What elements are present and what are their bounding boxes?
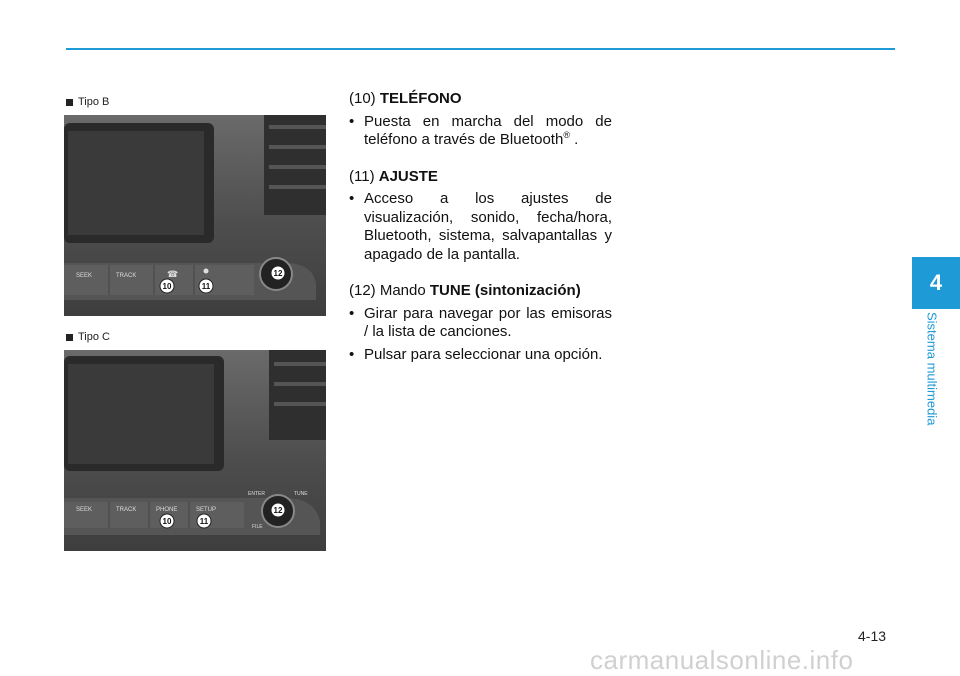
section-telefono [349,90,612,150]
section-ajuste [349,168,612,265]
chapter-title: Sistema multimedia [924,312,940,426]
figure-tipo-c-photo [64,350,326,551]
callout-11 [199,279,213,293]
bullet-item: • Pulsar para seleccionar una opción. [349,345,603,363]
callout-11 [197,514,211,528]
svg-text:11: 11 [199,517,209,526]
callout-12 [271,503,285,517]
enter-label: ENTER [248,491,265,497]
track-button-label: TRACK [116,507,137,513]
section-tune [349,282,612,364]
phone-icon: ☎ [167,269,179,279]
callout-10 [160,279,174,293]
bullet-item: • Puesta en marcha del modo de teléfono a través de Bluetooth® . [349,112,612,148]
figure-label-tipo-c: Tipo C [66,331,110,343]
callout-12 [271,266,285,280]
watermark: carmanualsonline.info [590,645,854,675]
figure-tipo-b-photo [64,115,326,316]
text-column [349,90,612,382]
bullet-item: • Acceso a los ajustes de visualización, sonido, fecha/hora, Bluetooth, sistema, salvapantallas y apagado de la pantalla. [349,190,612,263]
seek-button-label: SEEK [76,507,93,513]
figure-label-tipo-b: Tipo B [66,96,109,108]
svg-text:10: 10 [162,282,172,291]
file-label: FILE [252,524,263,530]
svg-text:10: 10 [162,517,172,526]
svg-text:12: 12 [273,506,283,515]
section-heading: (10) TELÉFONO [349,90,462,107]
header-rule [66,48,895,50]
svg-text:12: 12 [273,269,283,278]
section-heading: (12) Mando TUNE (sintonización) [349,282,581,299]
page-number: 4-13 [858,628,887,644]
section-heading: (11) AJUSTE [349,167,438,185]
gear-icon [204,269,209,274]
chapter-number-tab: 4 [912,257,960,309]
square-bullet-icon [66,99,73,106]
tune-label: TUNE [294,491,308,497]
callout-10 [160,514,174,528]
svg-text:11: 11 [201,282,211,291]
square-bullet-icon [66,334,73,341]
phone-button-label: PHONE [156,507,178,513]
bullet-item: • Girar para navegar por las emisoras / la lista de canciones. [349,304,612,340]
track-button-label: TRACK [116,273,137,279]
seek-button-label: SEEK [76,273,93,279]
setup-button-label: SETUP [196,507,217,513]
